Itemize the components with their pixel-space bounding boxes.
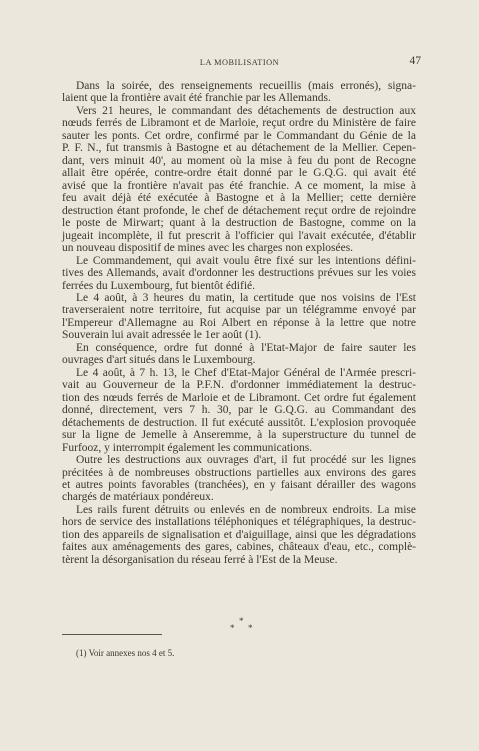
text-line: donné, directement, vers 7 h. 30, par le G.Q.G. au Commandant des xyxy=(62,404,416,417)
text-line: Les rails furent détruits ou enlevés en de nombreux endroits. La mise xyxy=(76,503,416,516)
text-line: nœuds ferrés de Libramont et de Marloie, reçut ordre du Ministère de faire xyxy=(62,117,416,130)
text-line: feu avait déjà été exécutée à Bastogne et à la Mellier; cette dernière xyxy=(62,192,416,205)
text-line: sur la ligne de Jemelle à Anseremme, à la superstructure du tunnel de xyxy=(62,429,416,442)
text-line: sauter les ponts. Cet ordre, confirmé par le Commandant du Génie de la xyxy=(62,129,416,142)
text-line: faites aux aménagements des gares, cabines, châteaux d'eau, etc., complè- xyxy=(62,541,416,554)
asterism-star-right: * xyxy=(248,623,253,633)
text-line: Furfooz, y interrompit également les communications. xyxy=(62,441,313,454)
text-line: tives des Allemands, avait d'ordonner les destructions prévues sur les voies xyxy=(62,267,416,280)
section-asterism xyxy=(230,616,254,636)
text-line: tèrent la désorganisation du réseau ferré à l'Est de la Meuse. xyxy=(62,553,338,566)
text-line: l'Empereur d'Allemagne au Roi Albert en réponse à la lettre que notre xyxy=(62,316,416,329)
text-line: ferrées du Luxembourg, fut bientôt édifié. xyxy=(62,279,255,292)
text-line: avisé que la frontière n'avait pas été franchie. A ce moment, la mise à xyxy=(62,179,416,192)
text-line: Le Commandement, qui avait voulu être fixé sur les intentions défini- xyxy=(76,254,416,267)
text-line: ouvrages d'art situés dans le Luxembourg. xyxy=(62,354,256,367)
text-line: tion des appareils de signalisation et d'aiguillage, ainsi que les dégradations xyxy=(62,528,416,541)
text-line: vait au Gouverneur de la P.F.N. d'ordonner immédiatement la destruc- xyxy=(62,379,416,392)
page-number: 47 xyxy=(409,55,421,67)
text-line: détachements de destruction. Il fut exécuté aussitôt. L'explosion provoquée xyxy=(62,416,416,429)
asterism-star-top: * xyxy=(239,616,244,626)
text-line: destruction étant profonde, le chef de détachement reçut ordre de rejoindre xyxy=(62,204,416,217)
text-line: le poste de Mirwart; quant à la destruction de Bastogne, comme on la xyxy=(62,217,416,230)
text-line: précitées à de nombreuses obstructions partielles aux environs des gares xyxy=(62,466,416,479)
text-line: jugeait incomplète, il fut prescrit à l'officier qui l'avait exécutée, d'établir xyxy=(62,229,416,242)
text-line: Dans la soirée, des renseignements recueillis (mais erronés), signa- xyxy=(76,80,416,92)
text-line: hors de service des installations téléphoniques et télégraphiques, la destruc- xyxy=(62,516,416,529)
text-line: Vers 21 heures, le commandant des détachements de destruction aux xyxy=(76,104,416,117)
text-line: laient que la frontière avait été franchie par les Allemands. xyxy=(62,92,331,105)
text-line: Le 4 août, à 7 h. 13, le Chef d'Etat-Major Général de l'Armée prescri- xyxy=(76,366,416,379)
text-line: Outre les destructions aux ouvrages d'art, il fut procédé sur les lignes xyxy=(76,454,416,467)
text-line: un nouveau dispositif de mines avec les charges non explosées. xyxy=(62,242,354,255)
text-line: Le 4 août, à 3 heures du matin, la certitude que nos voisins de l'Est xyxy=(76,291,416,304)
text-line: En conséquence, ordre fut donné à l'Etat-Major de faire sauter les xyxy=(76,341,416,354)
asterism-star-left: * xyxy=(230,623,235,633)
text-line: Souverain lui avait adressée le 1er août (1). xyxy=(62,329,262,342)
body-text xyxy=(62,80,416,566)
footnote: (1) Voir annexes nos 4 et 5. xyxy=(76,648,175,658)
text-line: tion des nœuds ferrés de Marloie et de Libramont. Cet ordre fut également xyxy=(62,391,416,404)
text-line: P. F. N., fut transmis à Bastogne et au détachement de la Mellier. Cepen- xyxy=(62,142,416,155)
text-line: allait être opérée, contre-ordre était donné par le G.Q.G. qui avait été xyxy=(62,167,416,180)
text-line: chargés de matériaux pondéreux. xyxy=(62,491,214,504)
text-line: et autres points favorables (tranchées), en y faisant dérailler des wagons xyxy=(62,479,416,491)
running-title: LA MOBILISATION xyxy=(199,58,280,67)
text-line: traverseraient notre territoire, fut acquise par un télégramme envoyé par xyxy=(62,304,416,317)
text-line: dant, vers minuit 40', au moment où la mise à feu du pont de Recogne xyxy=(62,154,416,167)
footnote-rule xyxy=(62,634,162,635)
